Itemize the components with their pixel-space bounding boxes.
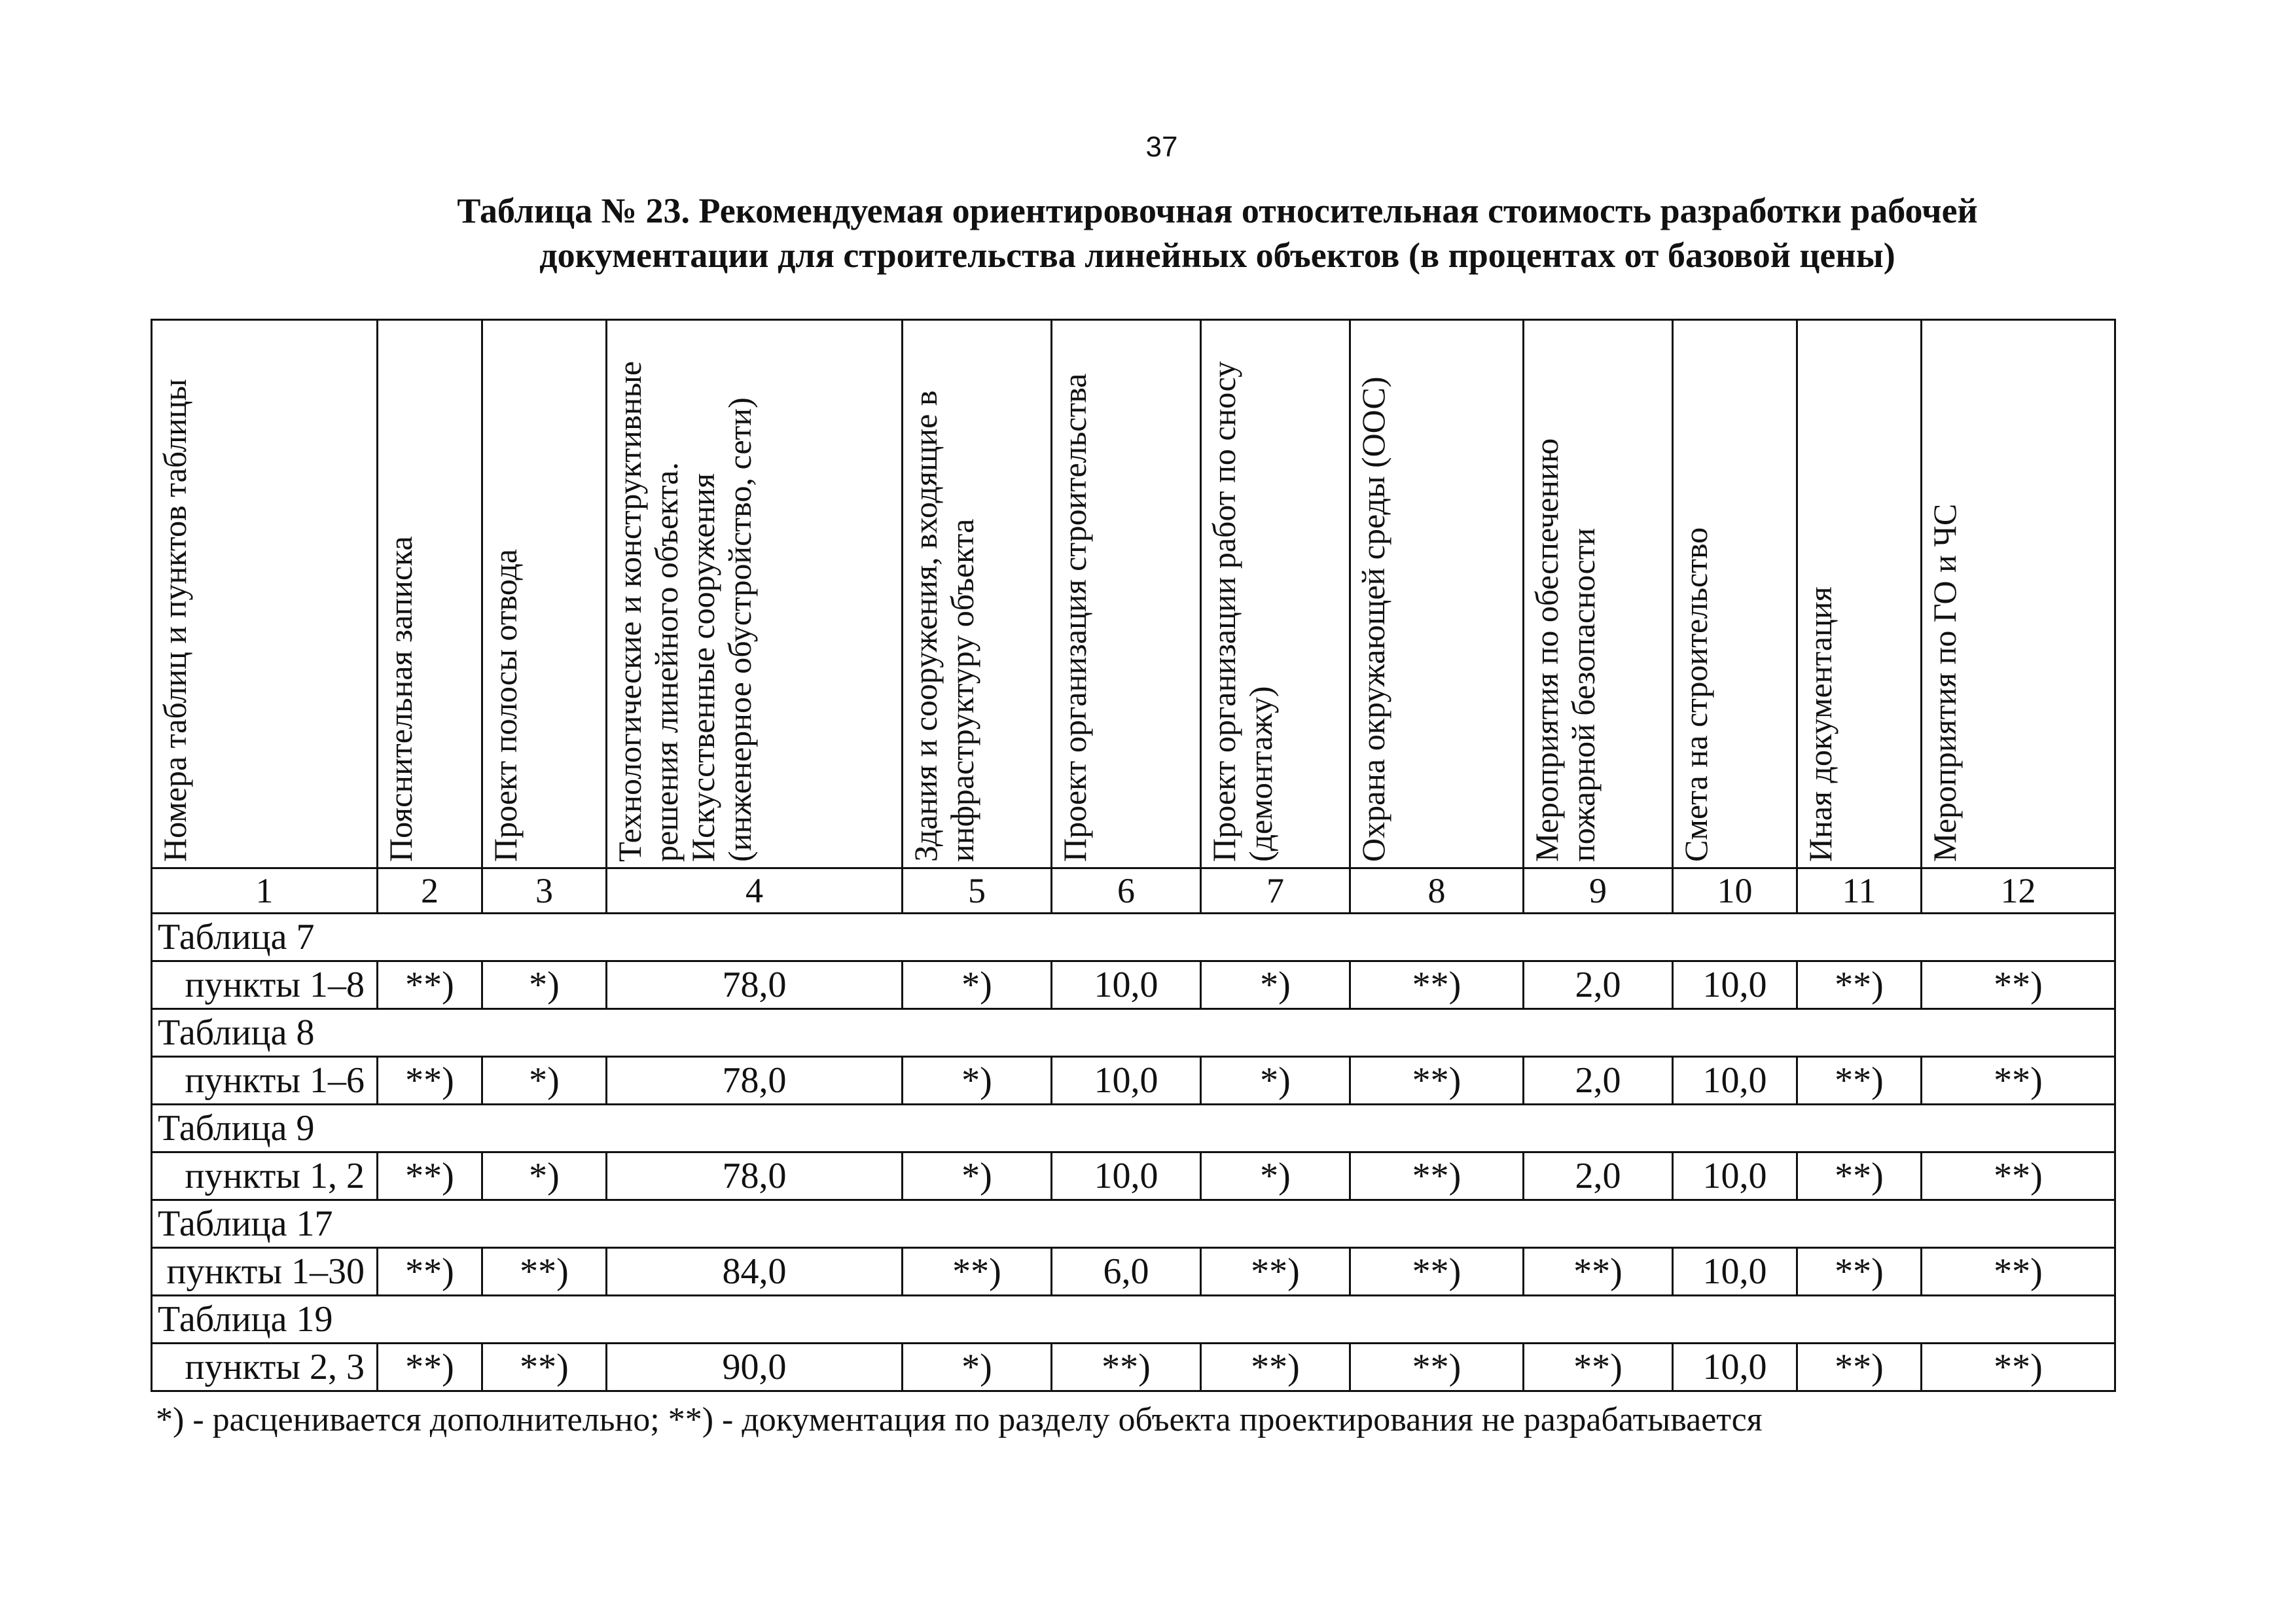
value-cell: **) <box>1350 1057 1524 1105</box>
cost-table <box>151 319 2116 1392</box>
value-cell: *) <box>1201 1152 1350 1200</box>
group-label: Таблица 8 <box>152 1009 2115 1057</box>
row-label-cell: пункты 1–30 <box>152 1248 378 1296</box>
column-number: 1 <box>152 868 378 914</box>
table-row <box>152 1152 2115 1200</box>
column-number: 6 <box>1052 868 1201 914</box>
header-cell-5 <box>903 320 1052 868</box>
header-text: Охрана окружающей среды (ООС) <box>1355 376 1391 862</box>
value-cell: *) <box>903 1152 1052 1200</box>
value-cell: 2,0 <box>1524 1152 1673 1200</box>
value-cell: **) <box>1350 961 1524 1009</box>
value-cell: *) <box>1201 961 1350 1009</box>
group-label: Таблица 7 <box>152 914 2115 961</box>
value-cell: *) <box>903 961 1052 1009</box>
group-row <box>152 1105 2115 1152</box>
value-cell: **) <box>378 1344 482 1391</box>
value-cell: **) <box>378 1248 482 1296</box>
table-title-line-2: документации для строительства линейных объектов (в процентах от базовой цены) <box>539 236 1895 275</box>
header-cell-10 <box>1673 320 1797 868</box>
header-cell-7 <box>1201 320 1350 868</box>
value-cell: **) <box>1052 1344 1201 1391</box>
table-row <box>152 1057 2115 1105</box>
value-cell: **) <box>1922 1152 2115 1200</box>
value-cell: *) <box>482 961 607 1009</box>
column-number: 3 <box>482 868 607 914</box>
column-number: 10 <box>1673 868 1797 914</box>
value-cell: **) <box>1201 1344 1350 1391</box>
group-label: Таблица 9 <box>152 1105 2115 1152</box>
header-row <box>152 320 2115 868</box>
header-text: Пояснительная записка <box>382 536 419 862</box>
header-text: Мероприятия по обеспечению пожарной безопасности <box>1528 438 1602 862</box>
value-cell: *) <box>903 1344 1052 1391</box>
group-row <box>152 1200 2115 1248</box>
header-text: Номера таблиц и пунктов таблицы <box>156 378 193 862</box>
value-cell: **) <box>1201 1248 1350 1296</box>
header-text: Смета на строительство <box>1677 527 1714 862</box>
value-cell: **) <box>482 1248 607 1296</box>
value-cell: 90,0 <box>607 1344 903 1391</box>
value-cell: **) <box>378 1152 482 1200</box>
header-cell-2 <box>378 320 482 868</box>
value-cell: **) <box>1524 1248 1673 1296</box>
value-cell: 10,0 <box>1673 1344 1797 1391</box>
column-number: 8 <box>1350 868 1524 914</box>
table-row <box>152 1344 2115 1391</box>
column-number: 9 <box>1524 868 1673 914</box>
column-number: 4 <box>607 868 903 914</box>
header-text: Иная документация <box>1802 586 1839 862</box>
value-cell: *) <box>1201 1057 1350 1105</box>
column-number-row <box>152 868 2115 914</box>
column-number: 12 <box>1922 868 2115 914</box>
footnote: *) - расценивается дополнительно; **) - документация по разделу объекта проектирования не разрабатывается <box>156 1401 1763 1438</box>
column-number: 7 <box>1201 868 1350 914</box>
table-title <box>314 188 2121 277</box>
value-cell: **) <box>1797 1248 1922 1296</box>
column-number: 11 <box>1797 868 1922 914</box>
value-cell: 78,0 <box>607 1057 903 1105</box>
value-cell: *) <box>482 1152 607 1200</box>
value-cell: 6,0 <box>1052 1248 1201 1296</box>
value-cell: 10,0 <box>1052 1057 1201 1105</box>
column-number: 5 <box>903 868 1052 914</box>
header-cell-11 <box>1797 320 1922 868</box>
header-text: Проект организация строительства <box>1056 373 1093 862</box>
value-cell: 2,0 <box>1524 961 1673 1009</box>
value-cell: **) <box>1524 1344 1673 1391</box>
value-cell: 10,0 <box>1673 1057 1797 1105</box>
value-cell: **) <box>1922 1344 2115 1391</box>
value-cell: **) <box>1922 1248 2115 1296</box>
value-cell: **) <box>482 1344 607 1391</box>
header-text: Здания и сооружения, входящие в инфраструктуру объекта <box>907 390 980 862</box>
table-row <box>152 1248 2115 1296</box>
group-label: Таблица 17 <box>152 1200 2115 1248</box>
table-title-line-1: Таблица № 23. Рекомендуемая ориентировочная относительная стоимость разработки рабочей <box>457 191 1978 230</box>
value-cell: **) <box>1797 1344 1922 1391</box>
group-row <box>152 1009 2115 1057</box>
value-cell: 10,0 <box>1052 961 1201 1009</box>
value-cell: 10,0 <box>1673 1152 1797 1200</box>
value-cell: 2,0 <box>1524 1057 1673 1105</box>
value-cell: **) <box>903 1248 1052 1296</box>
header-cell-8 <box>1350 320 1524 868</box>
header-cell-9 <box>1524 320 1673 868</box>
page-number: 37 <box>1145 131 1178 163</box>
value-cell: **) <box>1797 1152 1922 1200</box>
header-text: Проект организации работ по сносу (демонтажу) <box>1206 361 1279 862</box>
value-cell: **) <box>1797 1057 1922 1105</box>
value-cell: **) <box>1922 1057 2115 1105</box>
row-label-cell: пункты 1, 2 <box>152 1152 378 1200</box>
value-cell: **) <box>1922 961 2115 1009</box>
group-row <box>152 914 2115 961</box>
value-cell: *) <box>482 1057 607 1105</box>
row-label-cell: пункты 2, 3 <box>152 1344 378 1391</box>
value-cell: 10,0 <box>1052 1152 1201 1200</box>
value-cell: 84,0 <box>607 1248 903 1296</box>
value-cell: 78,0 <box>607 961 903 1009</box>
value-cell: 10,0 <box>1673 961 1797 1009</box>
header-cell-4 <box>607 320 903 868</box>
value-cell: **) <box>378 1057 482 1105</box>
header-cell-1 <box>152 320 378 868</box>
header-cell-6 <box>1052 320 1201 868</box>
group-row <box>152 1296 2115 1344</box>
value-cell: **) <box>1350 1152 1524 1200</box>
header-text: Проект полосы отвода <box>487 548 524 862</box>
header-text: Мероприятия по ГО и ЧС <box>1926 503 1963 862</box>
value-cell: 78,0 <box>607 1152 903 1200</box>
group-label: Таблица 19 <box>152 1296 2115 1344</box>
row-label-cell: пункты 1–6 <box>152 1057 378 1105</box>
column-number: 2 <box>378 868 482 914</box>
header-text: Технологические и конструктивные решения линейного объекта. Искусственные сооружения (инженерное обустройство, сети) <box>611 361 758 862</box>
row-label-cell: пункты 1–8 <box>152 961 378 1009</box>
value-cell: **) <box>1350 1248 1524 1296</box>
value-cell: **) <box>1350 1344 1524 1391</box>
value-cell: **) <box>378 961 482 1009</box>
value-cell: *) <box>903 1057 1052 1105</box>
header-cell-12 <box>1922 320 2115 868</box>
header-cell-3 <box>482 320 607 868</box>
value-cell: **) <box>1797 961 1922 1009</box>
value-cell: 10,0 <box>1673 1248 1797 1296</box>
table-row <box>152 961 2115 1009</box>
